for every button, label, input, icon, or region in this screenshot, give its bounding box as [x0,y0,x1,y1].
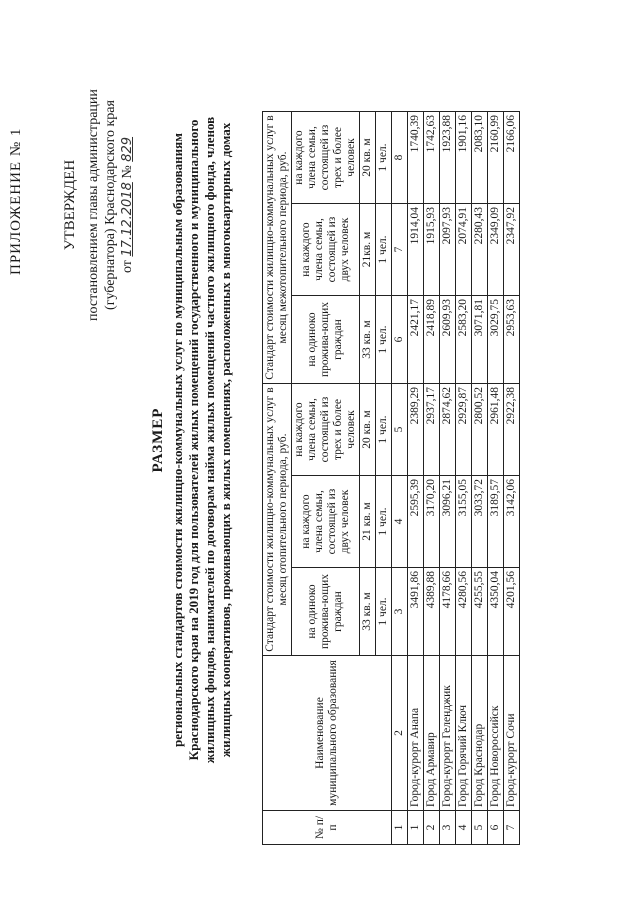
value-cell: 1914,04 [408,204,424,296]
value-cell: 2929,87 [456,384,472,476]
column-numbers-row [392,112,408,845]
date-prefix: от [120,260,135,274]
municipality-name: Город Горячий Ключ [456,656,472,811]
municipality-name: Город-курорт Анапа [408,656,424,811]
area-cell: 21кв. м [360,204,376,296]
approval-line-2: (губернатора) Краснодарского края [103,100,118,310]
value-cell: 2937,17 [424,384,440,476]
subtitle-line-3: жилищных фондов, нанимателей по договорам найма жилых помещений частного жилищного фонда, членов [202,116,217,764]
col-num-header: № п/п [263,811,392,845]
approval-block [20,45,136,365]
column-number: 2 [392,656,408,811]
value-cell: 3029,75 [488,296,504,384]
value-cell: 3071,81 [472,296,488,384]
value-cell: 1740,39 [408,112,424,204]
value-cell: 2097,93 [440,204,456,296]
value-cell: 2953,63 [504,296,520,384]
standards-table [262,111,520,845]
value-cell: 2280,43 [472,204,488,296]
table-row [408,112,424,845]
value-cell: 1901,16 [456,112,472,204]
persons-cell: 1 чел. [376,384,392,476]
row-number: 1 [408,811,424,845]
nonheating-group-header: Стандарт стоимости жилищно-коммунальных услуг в месяц межотопительного периода, руб. [263,112,292,384]
column-number: 3 [392,568,408,656]
value-cell: 4201,56 [504,568,520,656]
row-number: 2 [424,811,440,845]
heading: РАЗМЕР [150,407,166,473]
table-row [472,112,488,845]
value-cell: 2160,99 [488,112,504,204]
value-cell: 3155,05 [456,476,472,568]
persons-cell: 1 чел. [376,296,392,384]
value-cell: 2874,62 [440,384,456,476]
area-cell: 20 кв. м [360,384,376,476]
sub-two-heating: на каждого члена семьи, состоящей из двух человек [292,476,360,568]
subtitle-line-1: региональных стандартов стоимости жилищно-коммунальных услуг по муниципальным образованиям [170,133,185,747]
column-number: 5 [392,384,408,476]
approval-line-1: постановлением главы администрации [86,89,101,321]
value-cell: 3096,21 [440,476,456,568]
persons-cell: 1 чел. [376,204,392,296]
area-cell: 33 кв. м [360,568,376,656]
municipality-name: Город-курорт Геленджик [440,656,456,811]
value-cell: 2583,20 [456,296,472,384]
value-cell: 3142,06 [504,476,520,568]
value-cell: 2800,52 [472,384,488,476]
row-number: 7 [504,811,520,845]
column-number: 8 [392,112,408,204]
table-row [488,112,504,845]
sub-two-nonheating: на каждого члена семьи, состоящей из двух человек [292,204,360,296]
table-row [504,112,520,845]
value-cell: 2349,09 [488,204,504,296]
row-number: 6 [488,811,504,845]
header-row-group [263,112,292,845]
row-number: 5 [472,811,488,845]
municipality-name: Город Армавир [424,656,440,811]
row-number: 3 [440,811,456,845]
value-cell: 2609,93 [440,296,456,384]
value-cell: 4389,88 [424,568,440,656]
appendix-label: ПРИЛОЖЕНИЕ № 1 [8,127,24,275]
value-cell: 3033,72 [472,476,488,568]
area-cell: 20 кв. м [360,112,376,204]
municipality-name: Город Краснодар [472,656,488,811]
value-cell: 4178,66 [440,568,456,656]
persons-cell: 1 чел. [376,476,392,568]
sub-three-heating: на каждого члена семьи, состоящей из трех и более человек [292,384,360,476]
value-cell: 2418,89 [424,296,440,384]
row-number: 4 [456,811,472,845]
table-row [440,112,456,845]
persons-cell: 1 чел. [376,112,392,204]
value-cell: 2389,29 [408,384,424,476]
column-number: 4 [392,476,408,568]
value-cell: 1923,88 [440,112,456,204]
document-titles [150,15,234,865]
value-cell: 3189,57 [488,476,504,568]
table-row [424,112,440,845]
area-cell: 21 кв. м [360,476,376,568]
sub-single-heating: на одиноко прожива-ющих граждан [292,568,360,656]
value-cell: 2421,17 [408,296,424,384]
value-cell: 3491,86 [408,568,424,656]
area-cell: 33 кв. м [360,296,376,384]
value-cell: 1742,63 [424,112,440,204]
sub-three-nonheating: на каждого члена семьи, состоящей из трех и более человек [292,112,360,204]
value-cell: 2347,92 [504,204,520,296]
sub-single-nonheating: на одиноко прожива-ющих граждан [292,296,360,384]
handwritten-number: 829 [120,136,135,162]
approval-title: УТВЕРЖДЕН [62,159,78,251]
value-cell: 4255,55 [472,568,488,656]
heating-group-header: Стандарт стоимости жилищно-коммунальных услуг в месяц отопительного периода, руб. [263,384,292,656]
persons-cell: 1 чел. [376,568,392,656]
value-cell: 2074,91 [456,204,472,296]
value-cell: 1915,93 [424,204,440,296]
value-cell: 4280,56 [456,568,472,656]
number-prefix: № [120,165,135,179]
approval-date-line [119,45,136,365]
value-cell: 2595,39 [408,476,424,568]
value-cell: 3170,20 [424,476,440,568]
value-cell: 2961,48 [488,384,504,476]
column-number: 6 [392,296,408,384]
municipality-name: Город Новороссийск [488,656,504,811]
subtitle-line-4: жилищных кооперативов, проживающих в жилых помещениях, расположенных в многоквартирных домах [218,122,233,758]
col-name-header: Наименование муниципального образования [263,656,392,811]
table-row [456,112,472,845]
subtitle-line-2: Краснодарского края на 2019 год для пользователей жилых помещений государственного и муниципального [186,119,201,761]
handwritten-date: 17.12.2018 [120,182,135,257]
value-cell: 2083,10 [472,112,488,204]
column-number: 1 [392,811,408,845]
value-cell: 2166,06 [504,112,520,204]
value-cell: 4350,04 [488,568,504,656]
municipality-name: Город-курорт Сочи [504,656,520,811]
column-number: 7 [392,204,408,296]
value-cell: 2922,38 [504,384,520,476]
